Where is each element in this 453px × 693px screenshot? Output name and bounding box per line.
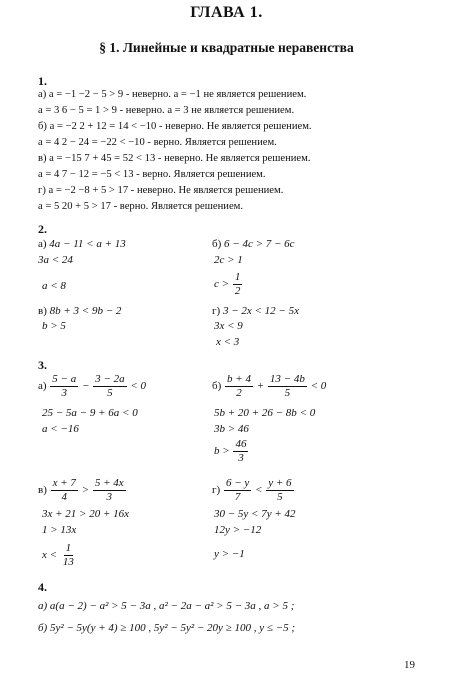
fraction-denominator: 3	[238, 452, 244, 464]
fraction	[50, 373, 78, 400]
task-3a-line	[38, 373, 146, 400]
fraction-denominator: 5	[107, 387, 113, 399]
fraction-numerator: 1	[234, 271, 241, 283]
fraction-denominator: 7	[234, 491, 241, 503]
task-2a-line	[38, 238, 126, 250]
task-3g-step: 30 − 5y < 7y + 42	[214, 508, 296, 520]
fraction-denominator: 5	[284, 387, 291, 399]
task-1-line: a = 4 7 − 12 = −5 < 13 - верно. Является решением.	[38, 169, 266, 180]
task-2b-answer-prefix: c >	[214, 278, 230, 291]
fraction	[233, 271, 243, 298]
fraction-numerator: 1	[65, 542, 72, 554]
fraction-numerator: 13 − 4b	[269, 373, 305, 385]
task-1-number: 1.	[38, 74, 47, 88]
task-2g-label: г)	[212, 305, 221, 317]
task-1-line: а) a = −1 −2 − 5 > 9 - неверно. a = −1 не является решением.	[38, 89, 307, 100]
relation: < 0	[130, 380, 147, 393]
fraction-denominator: 2	[234, 285, 241, 297]
fraction-denominator: 2	[236, 387, 242, 399]
task-3g-label: г)	[212, 484, 221, 497]
task-3b-line	[212, 373, 326, 400]
task-2v-answer: b > 5	[42, 320, 66, 332]
task-1-line: a = 5 20 + 5 > 17 - верно. Является решением.	[38, 201, 243, 212]
task-2g-answer: x < 3	[216, 336, 240, 348]
operator: >	[81, 484, 90, 497]
fraction-numerator: 3 − 2a	[95, 373, 125, 385]
task-2a-expr: 4a − 11 < a + 13	[49, 238, 126, 250]
operator: +	[256, 380, 265, 393]
fraction-denominator: 4	[61, 491, 68, 503]
fraction-denominator: 3	[61, 387, 68, 399]
fraction-numerator: x + 7	[52, 477, 76, 489]
task-1-line: a = 4 2 − 24 = −22 < −10 - верно. Является решением.	[38, 137, 277, 148]
task-2v-label: в)	[38, 305, 47, 317]
section-title: § 1. Линейные и квадратные неравенства	[99, 40, 354, 55]
task-3v-answer	[42, 542, 77, 569]
page-number: 19	[404, 659, 415, 671]
task-1-line: б) a = −2 2 + 12 = 14 < −10 - неверно. Не является решением.	[38, 121, 312, 132]
task-3-number: 3.	[38, 358, 47, 372]
task-4b-line: б) 5y² − 5y(y + 4) ≥ 100 , 5y² − 5y² − 20y ≥ 100 , y ≤ −5 ;	[38, 622, 295, 634]
fraction	[266, 477, 293, 504]
fraction-denominator: 13	[62, 556, 74, 568]
task-4a-line: а) a(a − 2) − a² > 5 − 3a , a² − 2a − a² > 5 − 3a , a > 5 ;	[38, 600, 295, 612]
task-1-line: г) a = −2 −8 + 5 > 17 - неверно. Не является решением.	[38, 185, 284, 196]
task-2a-answer: a < 8	[42, 280, 66, 292]
task-3g-line	[212, 477, 295, 504]
fraction-numerator: b + 4	[227, 373, 251, 385]
task-3v-step: 1 > 13x	[42, 524, 77, 536]
fraction	[61, 542, 76, 569]
fraction-numerator: 5 + 4x	[94, 477, 124, 489]
task-2a-label: а)	[38, 238, 47, 250]
task-3b-step: 3b > 46	[214, 423, 249, 435]
task-3a-answer: a < −16	[42, 423, 79, 435]
task-1-line: a = 3 6 − 5 = 1 > 9 - неверно. a = 3 не является решением.	[38, 105, 295, 116]
fraction-denominator: 3	[106, 491, 113, 503]
task-2v-expr: 8b + 3 < 9b − 2	[49, 305, 122, 317]
fraction-numerator: 5 − a	[52, 373, 77, 385]
fraction-numerator: y + 6	[268, 477, 292, 489]
task-3g-step: 12y > −12	[214, 524, 262, 536]
task-2a-step: 3a < 24	[38, 254, 73, 266]
task-3b-answer	[214, 438, 249, 465]
operator: <	[255, 484, 263, 497]
task-3a-step: 25 − 5a − 9 + 6a < 0	[42, 407, 138, 419]
task-2g-step: 3x < 9	[214, 320, 243, 332]
task-2g-expr: 3 − 2x < 12 − 5x	[222, 305, 299, 317]
task-2-number: 2.	[38, 222, 47, 236]
task-3v-answer-prefix: x <	[42, 549, 58, 562]
task-3b-step: 5b + 20 + 26 − 8b < 0	[214, 407, 316, 419]
fraction	[93, 373, 126, 400]
task-2g-line	[212, 305, 299, 317]
task-3v-step: 3x + 21 > 20 + 16x	[42, 508, 130, 520]
task-2v-line	[38, 305, 121, 317]
task-2b-line	[212, 238, 295, 250]
task-3a-label: а)	[38, 380, 47, 393]
task-3b-label: б)	[212, 380, 222, 393]
relation: < 0	[310, 380, 327, 393]
task-2b-expr: 6 − 4c > 7 − 6c	[224, 238, 295, 250]
fraction	[51, 477, 78, 504]
task-2b-answer	[214, 271, 243, 298]
fraction-denominator: 5	[277, 491, 283, 503]
operator: −	[81, 380, 90, 393]
task-3g-answer: y > −1	[214, 548, 245, 560]
fraction	[268, 373, 307, 400]
fraction-numerator: 46	[235, 438, 247, 450]
task-3v-line	[38, 477, 127, 504]
task-4-number: 4.	[38, 580, 47, 594]
fraction	[224, 477, 251, 504]
fraction-numerator: 6 − y	[225, 477, 250, 489]
fraction	[233, 438, 248, 465]
task-2b-step: 2c > 1	[214, 254, 243, 266]
chapter-title: ГЛАВА 1.	[190, 4, 263, 21]
task-1-line: в) a = −15 7 + 45 = 52 < 13 - неверно. Не является решением.	[38, 153, 311, 164]
task-3b-answer-prefix: b >	[214, 445, 230, 458]
fraction	[225, 373, 253, 400]
task-2b-label: б)	[212, 238, 222, 250]
fraction	[93, 477, 126, 504]
task-3v-label: в)	[38, 484, 47, 497]
